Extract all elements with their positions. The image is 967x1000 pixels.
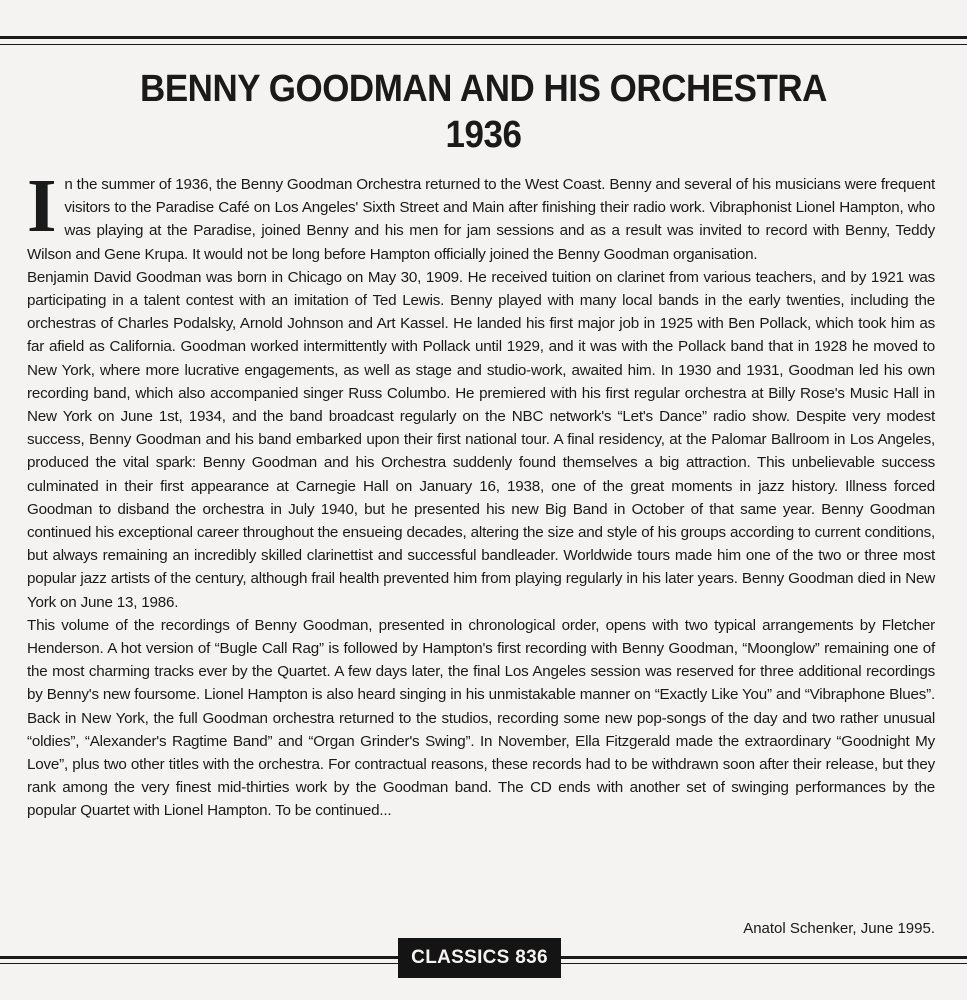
top-rule-thick — [0, 36, 967, 39]
title-line-year: 1936 — [445, 114, 522, 156]
author-signature: Anatol Schenker, June 1995. — [743, 920, 935, 937]
paragraph-intro-text: n the summer of 1936, the Benny Goodman Orchestra returned to the West Coast. Benny and several of his musicians were frequent visitors to the Paradise Café on Los Angeles' Sixth Street and Main after finishing their radio work. Vibraphonist Lionel Hampton, who was playing at the Paradise, joined Benny and his men for jam sessions and as a result was invited to record with Benny, Teddy Wilson and Gene Krupa. It would not be long before Hampton officially joined the Benny Goodman organisation. — [27, 176, 935, 263]
bottom-rule-right-thin — [561, 963, 967, 964]
catalog-badge: CLASSICS 836 — [398, 938, 561, 978]
paragraph-recordings: This volume of the recordings of Benny Goodman, presented in chronological order, opens with two typical arrangements by Fletcher Henderson. A hot version of “Bugle Call Rag” is followed by Hampton's first recording with Benny Goodman, “Moonglow” remaining one of the most charming tracks ever by the Quartet. A few days later, the final Los Angeles session was reserved for three additional recordings by Benny's new foursome. Lionel Hampton is also heard singing in his unmistakable manner on “Exactly Like You” and “Vibraphone Blues”. Back in New York, the full Goodman orchestra returned to the studios, recording some new pop-songs of the day and two rather unusual “oldies”, “Alexander's Ragtime Band” and “Organ Grinder's Swing”. In November, Ella Fitzgerald made the extraordinary “Goodnight My Love”, plus two other titles with the orchestra. For contractual reasons, these records had to be withdrawn soon after their release, but they rank among the very finest mid-thirties work by the Goodman band. The CD ends with another set of swinging performances by the popular Quartet with Lionel Hampton. To be continued... — [27, 616, 935, 820]
paragraph-intro — [27, 164, 935, 266]
bottom-rule-right-thick — [561, 956, 967, 959]
title-line-artist: BENNY GOODMAN AND HIS ORCHESTRA — [140, 68, 827, 110]
bottom-rule-left-thick — [0, 956, 398, 959]
bottom-rule-left-thin — [0, 963, 398, 964]
top-rule-thin — [0, 44, 967, 45]
drop-cap: I — [27, 164, 57, 248]
page-title — [39, 66, 929, 158]
liner-notes — [27, 164, 935, 823]
paragraph-biography: Benjamin David Goodman was born in Chicago on May 30, 1909. He received tuition on clarinet from various teachers, and by 1921 was participating in a talent contest with an imitation of Ted Lewis. Benny played with many local bands in the early twenties, including the orchestras of Charles Podalsky, Arnold Johnson and Art Kassel. He landed his first major job in 1925 with Ben Pollack, which took him as far afield as California. Goodman worked intermittently with Pollack until 1929, and it was with the Pollack band that in 1928 he moved to New York, where more lucrative engagements, as well as stage and studio-work, awaited him. In 1930 and 1931, Goodman led his own recording band, which also accompanied singer Russ Columbo. He premiered with his first regular orchestra at Billy Rose's Music Hall in New York on June 1st, 1934, and the band broadcast regularly on the NBC network's “Let's Dance” radio show. Despite very modest success, Benny Goodman and his band embarked upon their first national tour. A final residency, at the Palomar Ballroom in Los Angeles, produced the vital spark: Benny Goodman and his Orchestra suddenly found themselves a big attraction. This unbelievable success culminated in their first appearance at Carnegie Hall on January 16, 1938, one of the great moments in jazz history. Illness forced Goodman to disband the orchestra in July 1940, but he presented his new Big Band in October of that same year. Benny Goodman continued his exceptional career throughout the ensueing decades, altering the size and style of his groups according to current conditions, but always remaining an incredibly skilled clarinettist and successful bandleader. Worldwide tours made him one of the two or three most popular jazz artists of the century, although frail health prevented him from playing regularly in his later years. Benny Goodman died in New York on June 13, 1986. — [27, 268, 935, 611]
